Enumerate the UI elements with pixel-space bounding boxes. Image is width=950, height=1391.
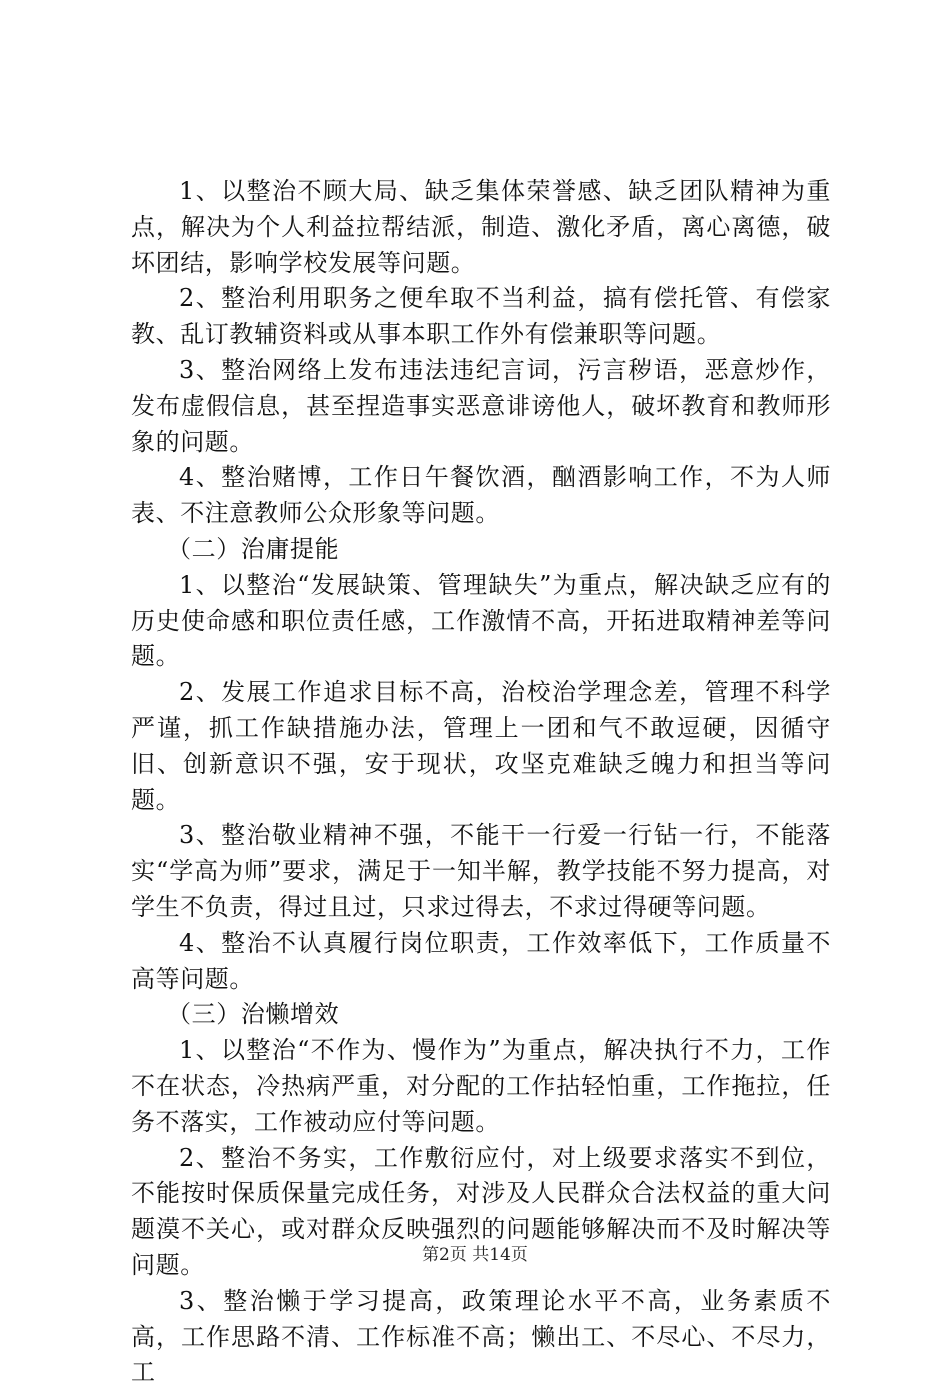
- page-number-footer: 第2页 共14页: [422, 1245, 528, 1265]
- paragraph: 1、以整治“发展缺策、管理缺失”为重点，解决缺乏应有的历史使命感和职位责任感，工作激情不高，开拓进取精神差等问题。: [131, 570, 831, 671]
- paragraph: 4、整治赌博，工作日午餐饮酒，酗酒影响工作，不为人师表、不注意教师公众形象等问题。: [131, 463, 831, 528]
- paragraph: 1、以整治“不作为、慢作为”为重点，解决执行不力，工作不在状态，冷热病严重，对分配的工作拈轻怕重，工作拖拉，任务不落实，工作被动应付等问题。: [131, 1036, 831, 1136]
- paragraph: 1、以整治不顾大局、缺乏集体荣誉感、缺乏团队精神为重点，解决为个人利益拉帮结派，制造、激化矛盾，离心离德，破坏团结，影响学校发展等问题。: [131, 177, 831, 277]
- paragraph: 2、整治不务实，工作敷衍应付，对上级要求落实不到位，不能按时保质保量完成任务，对涉及人民群众合法权益的重大问题漠不关心，或对群众反映强烈的问题能够解决而不及时解决等问题。: [131, 1143, 831, 1279]
- document-body: [131, 174, 831, 1391]
- paragraph: 3、整治网络上发布违法违纪言词，污言秽语，恶意炒作，发布虚假信息，甚至捏造事实恶意诽谤他人，破坏教育和教师形象的问题。: [131, 355, 831, 456]
- paragraph: 2、整治利用职务之便牟取不当利益，搞有偿托管、有偿家教、乱订教辅资料或从事本职工作外有偿兼职等问题。: [131, 284, 831, 349]
- paragraph: 3、整治敬业精神不强，不能干一行爱一行钻一行，不能落实“学高为师”要求，满足于一知半解，教学技能不努力提高，对学生不负责，得过且过，只求过得去，不求过得硬等问题。: [131, 821, 831, 921]
- section-heading: （二）治庸提能: [167, 534, 340, 563]
- paragraph: 3、整治懒于学习提高，政策理论水平不高，业务素质不高，工作思路不清、工作标准不高；懒出工、不尽心、不尽力，工: [131, 1286, 831, 1387]
- paragraph: 2、发展工作追求目标不高，治校治学理念差，管理不科学严谨，抓工作缺措施办法，管理上一团和气不敢逗硬，因循守旧、创新意识不强，安于现状，攻坚克难缺乏魄力和担当等问题。: [131, 678, 831, 814]
- paragraph: 4、整治不认真履行岗位职责，工作效率低下，工作质量不高等问题。: [131, 928, 831, 993]
- section-heading: （三）治懒增效: [167, 1000, 340, 1029]
